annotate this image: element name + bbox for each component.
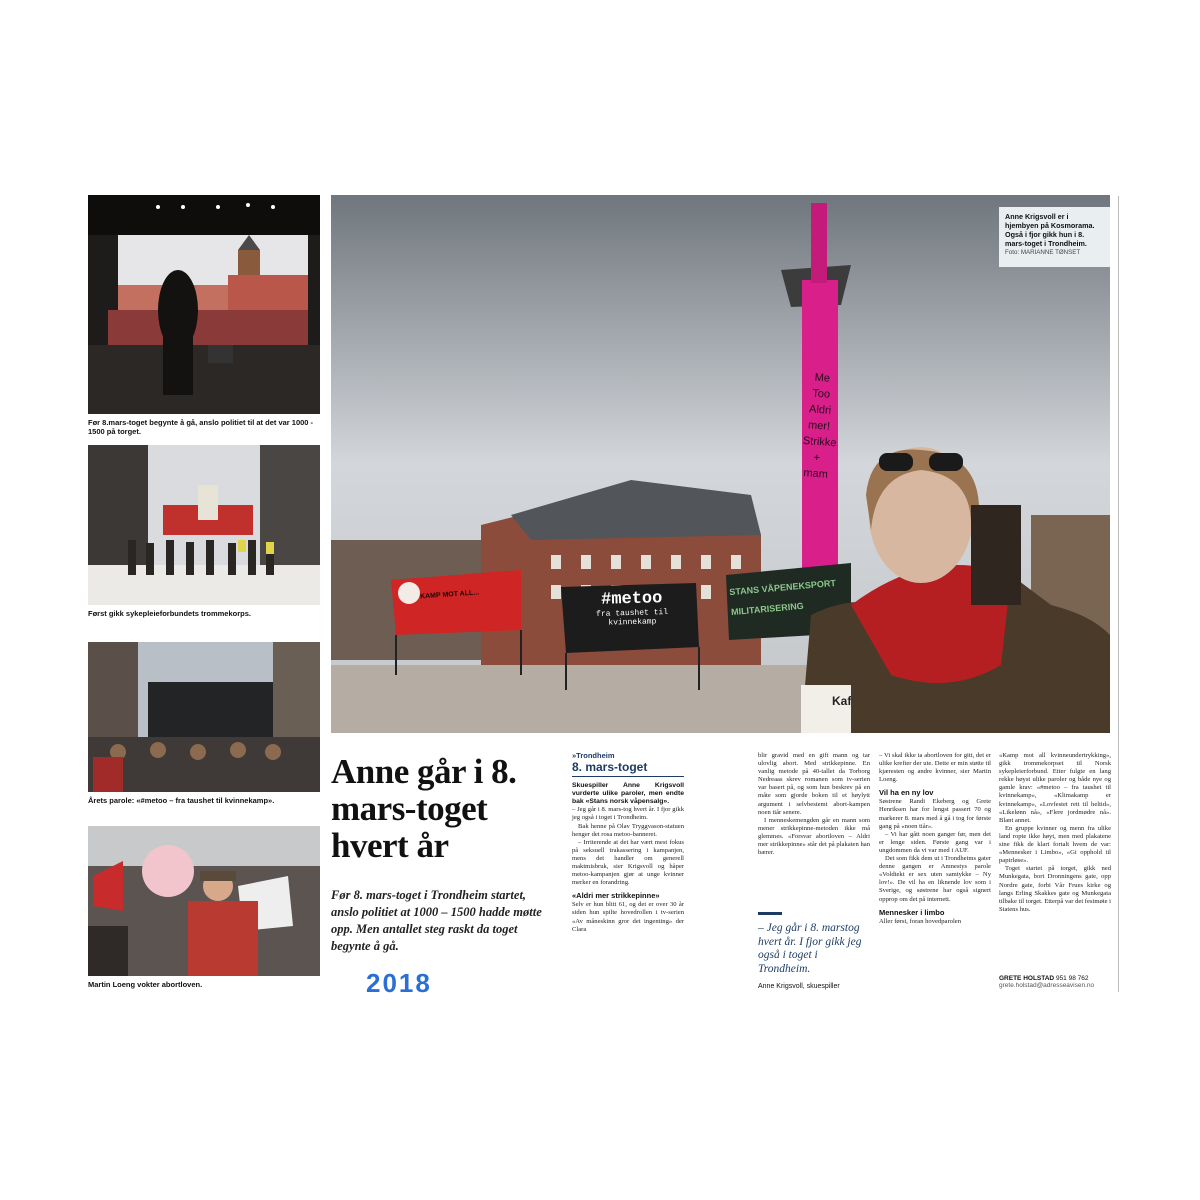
main-photo-caption-text: Anne Krigsvoll er i hjembyen på Kosmorama. Også i fjor gikk hun i 8. mars-toget i Trondheim. [1005,212,1095,248]
body-paragraph: En gruppe kvinner og menn fra ulike land ropte ikke høyt, men med plakatene sine fikk de klart fortalt hvem de var: «Mennesker i Limbo», «Gi opphold til papirløse». [999,824,1111,865]
thumbnail-caption-4: Martin Loeng vokter abortloven. [88,980,203,989]
cup-text: Kaf [832,694,852,708]
main-photo [331,195,1110,733]
thumbnail-caption-2: Først gikk sykepleieforbundets trommekorps. [88,609,251,618]
subheading: «Aldri mer strikkepinne» [572,891,660,901]
banner-female-symbol-icon [398,582,420,604]
body-paragraph: Toget startet på torget, gikk ned Munkegata, bort Dronningens gate, opp Nordre gate, forbi Vår Frues kirke og langs Erling Skakkes gate og Munkegata tilbake til torget. Etterpå var det festmøte i Statens hus. [999,865,1111,913]
thumbnail-caption-1: Før 8.mars-toget begynte å gå, anslo politiet til at det var 1000 - 1500 på torget. [88,418,314,436]
column-rule [1118,196,1119,992]
body-paragraph: blir gravid med en gift mann og tar ulovlig abort. Med strikkepinne. En vanlig metode på 40-tallet da Torborg Nedreaas skrev romanen som tv-serien var basert på, og som hun beskrev på en måte som gjorde boken til et høylytt argument i selvbestemt abort-kampen noen tiår senere. [758,752,870,816]
banner-metoo-text [568,588,697,628]
photo-drum-corps [88,445,320,605]
lead-paragraph: Skuespiller Anne Krigsvoll vurderte ulike paroler, men endte bak «Stans norsk våpensalg». [572,782,684,806]
main-photo-credit: Foto: MARIANNE TØNSET [1005,249,1081,256]
body-column-4 [999,752,1111,914]
body-column-3 [879,752,991,926]
thumbnail-caption-3: Årets parole: «#metoo – fra taushet til kvinnekamp». [88,796,275,805]
banner-metoo-title: #metoo [600,589,663,610]
photo-stage-crowd [88,195,320,414]
body-paragraph: «Kamp mot all kvinneundertrykking», gikk trommekorpset til Norsk sykepleierforbund. Etter fulgte en lang rekke høyst ulike paroler og både nye og gamle krav: «#metoo – fra taushet til kvinnekamp», «Klimakamp er kvinnekamp», «Lovfestet rett til heltid», «Likelønn nå», «Flere jordmødre nå». Blant annet. [999,752,1111,824]
ingress: Før 8. mars-toget i Trondheim startet, anslo politiet at 1000 – 1500 hadde møtte opp. Men antallet steg raskt da toget begynte å gå. [331,888,542,953]
byline-phone: 951 98 762 [1055,975,1089,982]
body-paragraph: – Jeg går i 8. mars-tog hvert år. I fjor gikk jeg også i toget i Trondheim. [572,806,684,822]
headline: Anne går i 8. mars-toget hvert år [331,752,517,865]
banner-metoo-sub1: fra taushet til [596,608,669,619]
subheading: Vil ha en ny lov [879,788,934,798]
main-photo-caption [999,207,1110,267]
banner-stans-title: STANS VÅPENEKSPORT [728,577,837,598]
body-paragraph: Søstrene Randi Ekeberg og Grete Henriksen har for lengst passert 70 og markerer 8. mars med å gå i tog for første gang på «noen tiår». [879,798,991,830]
body-paragraph: Aller først, foran hovedparolen [879,917,962,925]
body-column-2 [758,752,870,857]
kicker: 8. mars-toget [572,760,684,777]
pull-quote-source: Anne Krigsvoll, skuespiller [758,983,840,990]
byline-name: GRETE HOLSTAD [999,975,1055,982]
body-paragraph: – Vi har gått noen ganger før, men det er lenge siden. Første gang var i ungdommen da vi var med i AUF. [879,830,991,854]
quote-bar [758,912,782,915]
body-paragraph: Det som fikk dem ut i Trondheims gater denne gangen er Amnestys parole «Voldtekt er sex uten samtykke – Ny lov!». De vil ha en liknende lov som i Sverige, og søstrene har også signert opprop om det på internett. [879,855,991,903]
subheading: Mennesker i limbo [879,907,945,917]
body-paragraph: I menneskemengden går en mann som mener strikkepinne-metoden ikke må glemmes. «Forsvar abortloven – Aldri mer strikkepinne» står det på plakaten han bærer. [758,816,870,857]
banner-metoo-sub2: kvinnekamp [608,617,657,628]
byline-email: grete.holstad@adresseavisen.no [999,982,1095,989]
body-column-1 [572,752,684,934]
body-paragraph: Bak henne på Olav Tryggvason-statuen henger det rosa metoo-banneret. [572,822,684,838]
body-paragraph: – Vi skal ikke ta abortloven for gitt, det er ulike krefter der ute. Dette er min støtte til kjæresten og andre kvinner, sier Martin Loeng. [879,752,991,784]
photo-metoo-banner [88,642,320,792]
handwritten-year: 2018 [366,968,432,998]
byline [999,975,1111,989]
photo-martin-loeng [88,826,320,976]
kicker-location: »Trondheim [572,751,615,760]
body-paragraph: Selv er hun blitt 61, og det er over 30 år siden hun spilte hovedrollen i tv-serien «Av måneskinn gror det ingenting» der Clara [572,901,684,933]
banner-stans-sub: MILITARISERING [730,600,805,618]
body-paragraph: – Irriterende at det har vært mest fokus på seksuell trakassering i kampanjen, mens det handler om generell maktmisbruk, sier Krigsvoll og håper metoo-kampanjen gjør at unge kvinner merker en forandring. [572,838,684,887]
pillar-text: Me Too Aldri mer! Strikke + mam [802,371,837,481]
banner-kamp-text: KAMP MOT ALL... [419,589,480,601]
pull-quote: – Jeg går i 8. marstog hvert år. I fjor gikk jeg også i toget i Trondheim. [758,922,862,975]
